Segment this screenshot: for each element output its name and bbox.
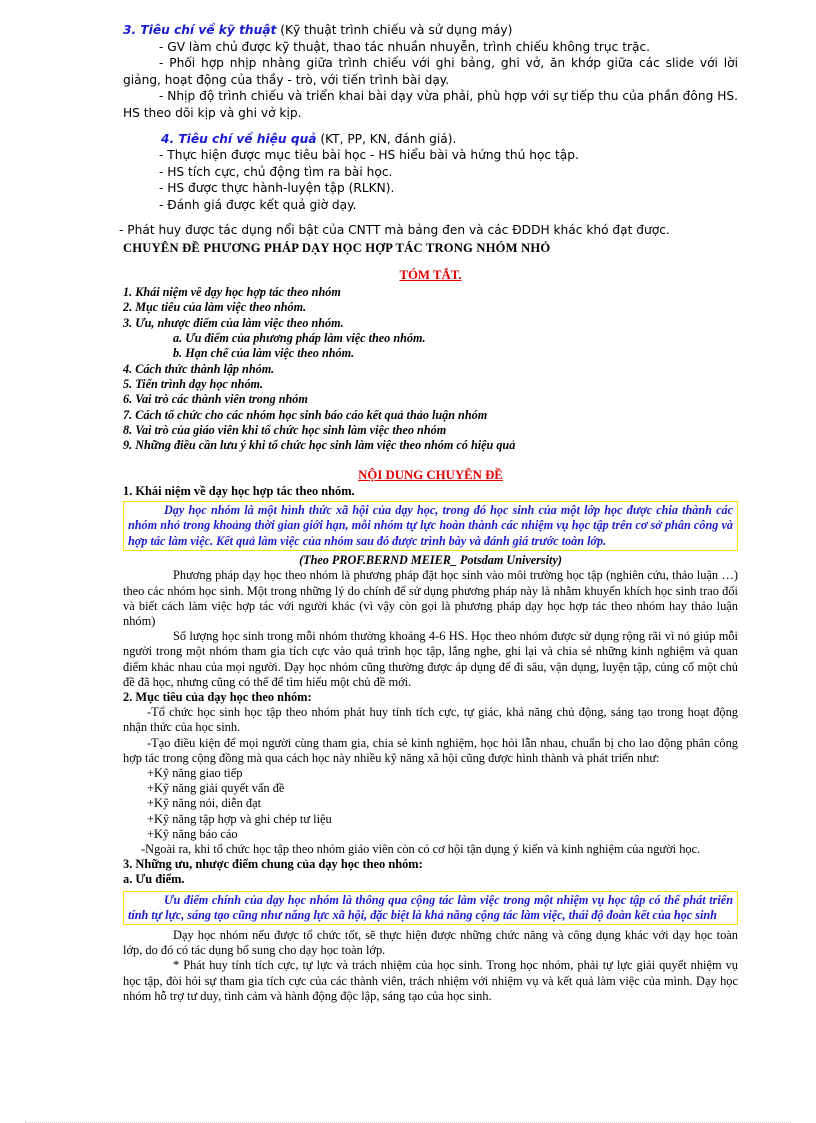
closing-note: - Phát huy được tác dụng nổi bật của CNTT mà bảng đen và các ĐDDH khác khó đạt được.	[119, 222, 670, 237]
skill-item: +Kỹ năng tập hợp và ghi chép tư liệu	[147, 811, 332, 826]
skill-item: +Kỹ năng báo cáo	[147, 826, 238, 841]
criterion-item: - GV làm chủ được kỹ thuật, thao tác nhuần nhuyễn, trình chiếu không trục trặc.	[159, 39, 651, 54]
criterion-3	[123, 22, 738, 122]
document-page	[119, 22, 738, 1004]
document-title: CHUYÊN ĐỀ PHƯƠNG PHÁP DẠY HỌC HỢP TÁC TRONG NHÓM NHỎ	[123, 241, 551, 256]
paragraph: -Tổ chức học sinh học tập theo nhóm phát huy tính tích cực, tự giác, khả năng chủ động, sáng tạo trong hoạt động nhận thức của học sinh.	[123, 705, 738, 735]
paragraph: -Ngoài ra, khi tổ chức học tập theo nhóm giáo viên còn có cơ hội tận dụng ý kiến và kinh nghiệm của người học.	[141, 842, 701, 857]
definition-box: Dạy học nhóm là một hình thức xã hội của dạy học, trong đó học sinh của một lớp học được chia thành các nhóm nhỏ trong khoảng thời gian giới hạn, mỗi nhóm tự lực hoàn thành các nhiệm vụ học tập trên cơ sở phân công và hợp tác làm việc. Kết quả làm việc của nhóm sau đó được trình bày và đánh giá trước toàn lớp.	[123, 501, 738, 552]
summary-list	[123, 285, 738, 453]
summary-subitem: a. Ưu điểm của phương pháp làm việc theo nhóm.	[173, 331, 426, 346]
citation: (Theo PROF.BERND MEIER_ Potsdam University)	[299, 553, 562, 568]
summary-item: 1. Khái niệm về dạy học hợp tác theo nhóm	[123, 285, 341, 300]
criterion-title: 4. Tiêu chí về hiệu quả	[161, 131, 317, 146]
criterion-item: - HS được thực hành-luyện tập (RLKN).	[159, 181, 395, 196]
paragraph: Số lượng học sinh trong mỗi nhóm thường khoảng 4-6 HS. Học theo nhóm được sử dụng rộng rãi vì nó giúp mỗi người trong một nhóm tham gia tích cực vào quá trình học tập, lắng nghe, ghi lại và chia sẻ những kinh nghiệm và quan điểm khác nhau của mọi người. Dạy học nhóm cũng thường được áp dụng để đi sâu, vận dụng, luyện tập, củng cố một chủ đề đã học, nhưng cũng có thể để tìm hiểu một chủ đề mới.	[123, 629, 738, 689]
summary-item: 9. Những điều cần lưu ý khi tổ chức học sinh làm việc theo nhóm có hiệu quả	[123, 438, 516, 453]
criterion-item: - HS tích cực, chủ động tìm ra bài học.	[159, 164, 393, 179]
paragraph: -Tạo điều kiện để mọi người cùng tham gia, chia sẻ kinh nghiệm, học hỏi lẫn nhau, chuẩn bị cho lao động phân công hợp tác trong cộng đồng mà qua cách học này nhiều kỹ năng xã hội cũng được hình thành và phát triển như:	[123, 735, 738, 765]
summary-item: 8. Vai trò của giáo viên khi tổ chức học sinh làm việc theo nhóm	[123, 422, 447, 437]
highlight-box: Ưu điểm chính của dạy học nhóm là thông qua cộng tác làm việc trong một nhiệm vụ học tập có thể phát triển tính tự lực, sáng tạo cũng như năng lực xã hội, đặc biệt là khả năng cộng tác làm việc, thái độ đoàn kết của học sinh	[123, 891, 738, 925]
summary-title: TÓM TẮT.	[399, 268, 462, 283]
criterion-item: - Phối hợp nhịp nhàng giữa trình chiếu với ghi bảng, ghi vở, ăn khớp giữa các slide với lời giảng, hoạt động của thầy - trò, với tiến trình bài dạy.	[123, 56, 738, 87]
paragraph: * Phát huy tính tích cực, tự lực và trách nhiệm của học sinh. Trong học nhóm, phải tự lực giải quyết nhiệm vụ học tập, đòi hỏi sự tham gia tích cực của các thành viên, trách nhiệm với nhiệm vụ và kết quả làm việc của mình. Dạy học nhóm hỗ trợ tư duy, tình cảm và hành động độc lập, sáng tạo của học sinh.	[123, 958, 738, 1003]
content-title: NỘI DUNG CHUYÊN ĐỀ	[358, 468, 503, 483]
summary-subitem: b. Hạn chế của làm việc theo nhóm.	[173, 346, 355, 361]
criterion-item: - Nhịp độ trình chiếu và triển khai bài dạy vừa phải, phù hợp với sự tiếp thu của phần đông HS. HS theo dõi kịp và ghi vở kịp.	[123, 89, 738, 120]
paragraph: Dạy học nhóm nếu được tổ chức tốt, sẽ thực hiện được những chức năng và công dụng khác với dạy học toàn lớp, do đó có tác dụng bổ sung cho dạy học toàn lớp.	[123, 928, 738, 958]
summary-item: 3. Ưu, nhược điểm của làm việc theo nhóm.	[123, 315, 344, 330]
criterion-item: - Thực hiện được mục tiêu bài học - HS hiểu bài và hứng thú học tập.	[159, 148, 579, 163]
section-heading: 1. Khái niệm về dạy học hợp tác theo nhóm.	[123, 484, 355, 499]
criterion-4	[123, 131, 738, 214]
skill-item: +Kỹ năng giải quyết vấn đề	[147, 781, 285, 796]
subsection-heading: a. Ưu điểm.	[123, 872, 185, 887]
summary-item: 2. Mục tiêu của làm việc theo nhóm.	[123, 300, 307, 315]
skill-item: +Kỹ năng nói, diễn đạt	[147, 796, 262, 811]
skill-item: +Kỹ năng giao tiếp	[147, 766, 243, 781]
criterion-item: - Đánh giá được kết quả giờ dạy.	[159, 197, 357, 212]
paragraph: Phương pháp dạy học theo nhóm là phương pháp đặt học sinh vào môi trường học tập (nghiên cứu, thảo luận …) theo các nhóm học sinh. Một trong những lý do chính để sử dụng phương pháp này là nhằm khuyến khích học sinh trao đổi và biết cách làm việc hợp tác với người khác (vì vậy còn gọi là phương pháp dạy học hợp tác theo nhóm hay thảo luận nhóm)	[123, 568, 738, 628]
summary-item: 4. Cách thức thành lập nhóm.	[123, 361, 275, 376]
section-heading: 3. Những ưu, nhược điểm chung của dạy học theo nhóm:	[123, 857, 423, 872]
summary-item: 7. Cách tổ chức cho các nhóm học sinh báo cáo kết quả thảo luận nhóm	[123, 407, 488, 422]
summary-item: 6. Vai trò các thành viên trong nhóm	[123, 392, 308, 407]
criterion-note: (KT, PP, KN, đánh giá).	[320, 131, 457, 146]
criterion-title: 3. Tiêu chí về kỹ thuật	[123, 23, 277, 37]
criterion-note: (Kỹ thuật trình chiếu và sử dụng máy)	[280, 23, 513, 37]
section-heading: 2. Mục tiêu của dạy học theo nhóm:	[123, 690, 312, 704]
summary-item: 5. Tiến trình dạy học nhóm.	[123, 376, 264, 391]
